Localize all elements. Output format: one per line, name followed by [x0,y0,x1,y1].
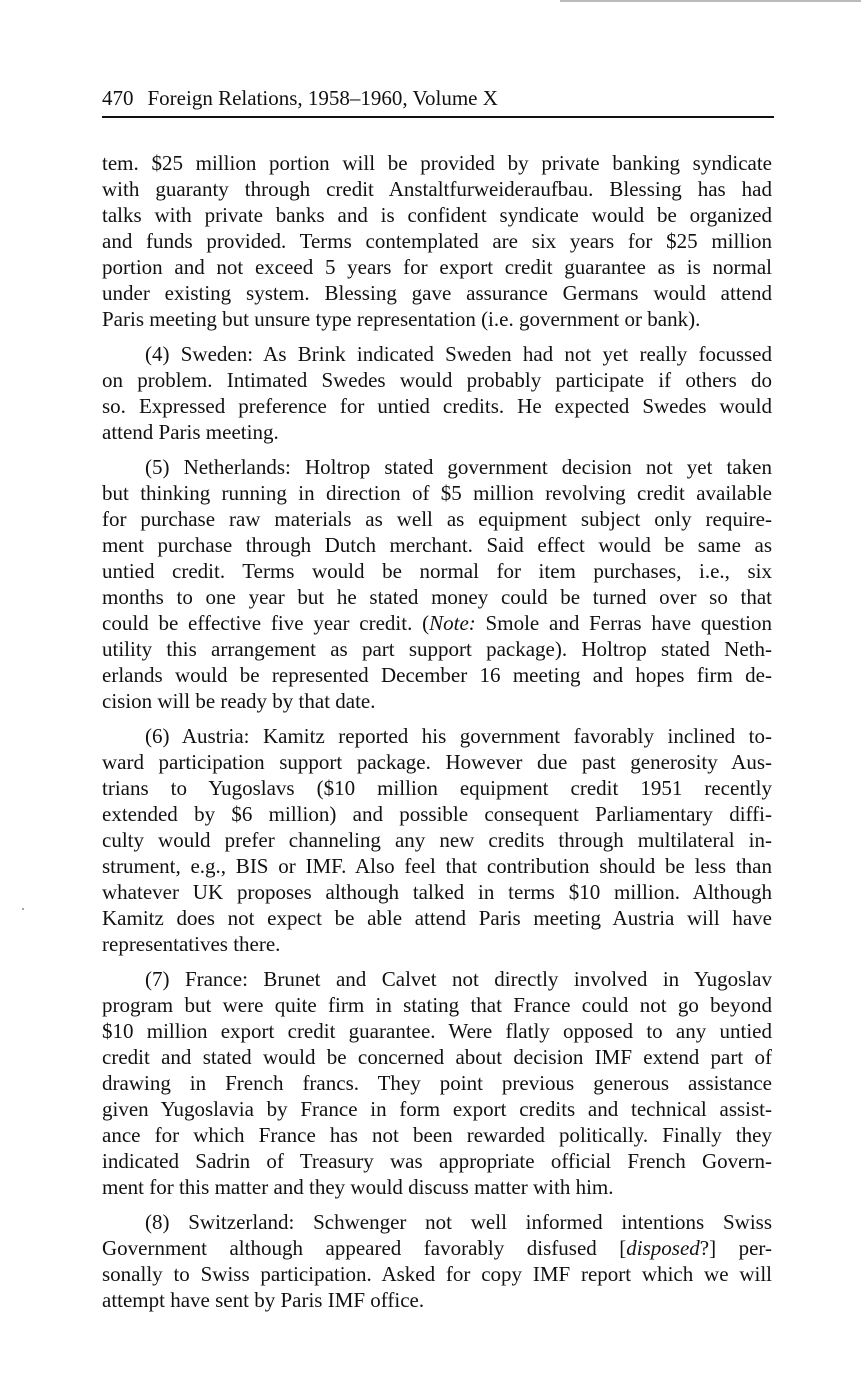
text-line [102,1235,772,1261]
text-line: (8) Switzerland: Schwenger not well informed intentions Swiss [145,1210,772,1234]
text-line: erlands would be represented December 16 meeting and hopes firm de- [102,663,772,687]
text-line: with guaranty through credit Anstaltfurweideraufbau. Blessing has had [102,177,772,201]
text-line: indicated Sadrin of Treasury was appropriate official French Govern- [102,1149,772,1173]
running-title: Foreign Relations, 1958–1960, Volume X [147,86,498,110]
text-segment: ?] per- [699,1236,773,1260]
text-segment: Smole and Ferras have question [475,611,772,635]
paragraph [102,150,772,332]
text-line: ance for which France has not been rewarded politically. Finally they [102,1123,772,1147]
text-line: utility this arrangement as part support package). Holtrop stated Neth- [102,637,772,661]
text-line: drawing in French francs. They point previous generous assistance [102,1071,772,1095]
header-rule [102,116,774,118]
text-line: (6) Austria: Kamitz reported his government favorably inclined to- [145,724,772,748]
text-line: ward participation support package. However due past generosity Aus- [102,750,772,774]
text-line: portion and not exceed 5 years for export credit guarantee as is normal [102,255,772,279]
paragraph [102,341,772,445]
paragraph [102,454,772,714]
text-line: under existing system. Blessing gave assurance Germans would attend [102,281,772,305]
text-line: ment purchase through Dutch merchant. Said effect would be same as [102,533,772,557]
text-line: extended by $6 million) and possible consequent Parliamentary diffi- [102,802,772,826]
text-line: program but were quite firm in stating that France could not go beyond [102,993,772,1017]
text-line: for purchase raw materials as well as equipment subject only require- [102,507,772,531]
paragraph [102,1209,772,1313]
text-line: Paris meeting but unsure type representation (i.e. government or bank). [102,307,701,331]
text-line: months to one year but he stated money could be turned over so that [102,585,772,609]
text-line: given Yugoslavia by France in form export credits and technical assist- [102,1097,772,1121]
text-line: representatives there. [102,932,281,956]
text-line: but thinking running in direction of $5 million revolving credit available [102,481,772,505]
text-line: attend Paris meeting. [102,420,279,444]
text-line: culty would prefer channeling any new credits through multilateral in- [102,828,772,852]
text-segment: Government although appeared favorably disfused [ [102,1236,627,1260]
document-body [102,150,772,1322]
text-line: strument, e.g., BIS or IMF. Also feel that contribution should be less than [102,854,772,878]
running-header [102,86,772,111]
page-number: 470 [102,86,134,110]
italic-text: disposed [626,1236,700,1260]
text-line: on problem. Intimated Swedes would probably participate if others do [102,368,772,392]
text-segment: could be effective five year credit. ( [102,611,430,635]
scan-speck [22,908,24,910]
text-line: whatever UK proposes although talked in terms $10 million. Although [102,880,772,904]
italic-text: Note: [429,611,476,635]
text-line: cision will be ready by that date. [102,689,376,713]
text-line: sonally to Swiss participation. Asked for copy IMF report which we will [102,1262,772,1286]
text-line: attempt have sent by Paris IMF office. [102,1288,425,1312]
text-line: (5) Netherlands: Holtrop stated government decision not yet taken [145,455,772,479]
scan-edge-line [560,0,861,2]
text-line: credit and stated would be concerned about decision IMF extend part of [102,1045,772,1069]
paragraph [102,723,772,957]
text-line: $10 million export credit guarantee. Were flatly opposed to any untied [102,1019,772,1043]
text-line [102,610,772,636]
text-line: trians to Yugoslavs ($10 million equipment credit 1951 recently [102,776,772,800]
text-line: and funds provided. Terms contemplated are six years for $25 million [102,229,772,253]
text-line: (4) Sweden: As Brink indicated Sweden had not yet really focussed [145,342,772,366]
text-line: Kamitz does not expect be able attend Paris meeting Austria will have [102,906,772,930]
text-line: ment for this matter and they would discuss matter with him. [102,1175,614,1199]
text-line: tem. $25 million portion will be provided by private banking syndicate [102,151,772,175]
paragraph [102,966,772,1200]
text-line: (7) France: Brunet and Calvet not directly involved in Yugoslav [145,967,772,991]
text-line: talks with private banks and is confident syndicate would be organized [102,203,772,227]
text-line: untied credit. Terms would be normal for item purchases, i.e., six [102,559,772,583]
text-line: so. Expressed preference for untied credits. He expected Swedes would [102,394,772,418]
